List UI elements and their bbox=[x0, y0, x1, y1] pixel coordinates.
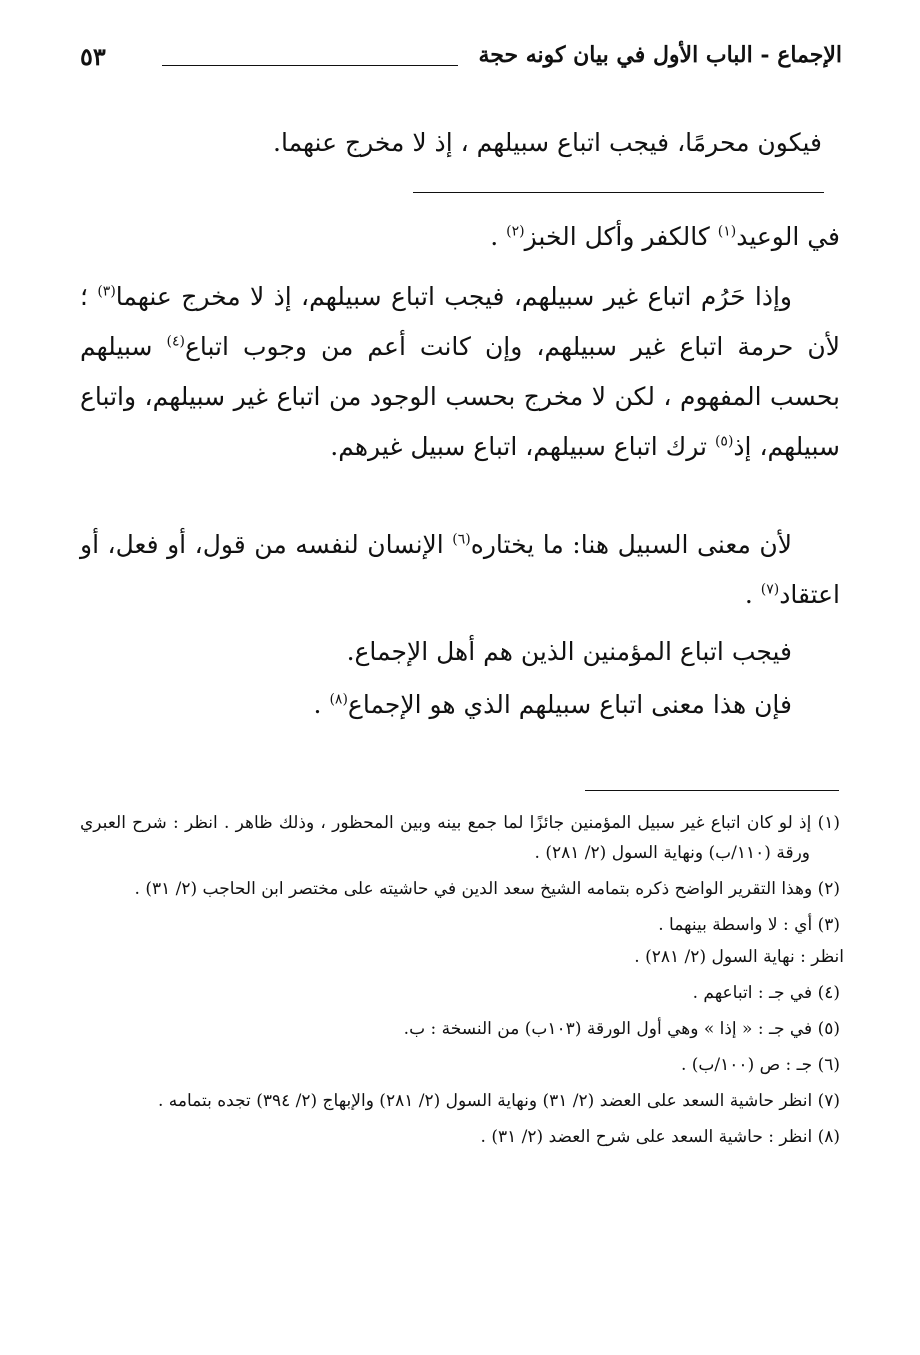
footnote-ref-3: (٣) bbox=[97, 283, 116, 300]
header-title: الإجماع - الباب الأول في بيان كونه حجة bbox=[478, 42, 842, 68]
footnote-ref-6: (٦) bbox=[452, 531, 471, 548]
footnote-ref-8: (٨) bbox=[329, 691, 348, 708]
footnote-8: (٨) انظر : حاشية السعد على شرح العضد (٢/ ٣١) . bbox=[480, 1127, 840, 1147]
paragraph-2: وإذا حَرُم اتباع غير سبيلهم، فيجب اتباع سبيلهم، إذ لا مخرج عنهما$^{(٣)}$ ؛ لأن حرمة اتباع غير سبيلهم، وإن كانت أعم من وجوب اتباع$^{(٤)}$ سبيلهم بحسب المفهوم ، لكن لا مخرج بحسب الوجود من اتباع غير سبيلهم، واتباع سبيلهم، إذ$^{(٥)}$ ترك اتباع سبيلهم، اتباع سبيل غيرهم. bbox=[80, 282, 840, 461]
top-line: فيكون محرمًا، فيجب اتباع سبيلهم ، إذ لا مخرج عنهما. bbox=[273, 128, 822, 157]
footnote-ref-4: (٤) bbox=[166, 333, 185, 350]
footnote-ref-1: (١) bbox=[717, 223, 737, 240]
running-header bbox=[80, 42, 842, 82]
footnote-3-continuation: انظر : نهاية السول (٢/ ٢٨١) . bbox=[634, 947, 844, 967]
footnote-ref-5: (٥) bbox=[714, 433, 734, 450]
paragraph-1: في الوعيد$^{(١)}$ كالكفر وأكل الخبز$^{(٢)}$ . bbox=[490, 222, 840, 251]
footnote-ref-7: (٧) bbox=[760, 581, 780, 598]
paragraph-4: فيجب اتباع المؤمنين الذين هم أهل الإجماع. bbox=[346, 637, 792, 666]
footnote-3: (٣) أي : لا واسطة بينهما . bbox=[658, 915, 840, 935]
paragraph-5: فإن هذا معنى اتباع سبيلهم الذي هو الإجماع$^{(٨)}$ . bbox=[313, 690, 792, 719]
footnote-ref-2: (٢) bbox=[506, 223, 525, 240]
page-number: ٥٣ bbox=[80, 42, 106, 71]
footnote-5: (٥) في جـ : « إذا » وهي أول الورقة (١٠٣ب) من النسخة : ب. bbox=[403, 1019, 840, 1039]
footnote-rule bbox=[585, 790, 839, 791]
footnote-6: (٦) جـ : ص (١٠٠/ب) . bbox=[680, 1055, 840, 1075]
header-rule bbox=[162, 65, 458, 66]
footnotes bbox=[80, 808, 844, 1158]
footnote-4: (٤) في جـ : اتباعهم . bbox=[692, 983, 840, 1003]
footnote-7: (٧) انظر حاشية السعد على العضد (٢/ ٣١) ونهاية السول (٢/ ٢٨١) والإبهاج (٢/ ٣٩٤) تجده بتمامه . bbox=[157, 1091, 840, 1111]
section-rule bbox=[413, 192, 824, 193]
paragraph-3: لأن معنى السبيل هنا: ما يختاره$^{(٦)}$ الإنسان لنفسه من قول، أو فعل، أو اعتقاد$^{(٧)}$ . bbox=[80, 530, 840, 609]
footnote-1: (١) إذ لو كان اتباع غير سبيل المؤمنين جائزًا لما جمع بينه وبين المحظور ، وذلك ظاهر . انظر : شرح العبري ورقة (١١٠/ب) ونهاية السول (٢/ ٢٨١) . bbox=[80, 813, 840, 863]
footnote-2: (٢) وهذا التقرير الواضح ذكره بتمامه الشيخ سعد الدين في حاشيته على مختصر ابن الحاجب (٢/ ٣١) . bbox=[134, 879, 840, 899]
